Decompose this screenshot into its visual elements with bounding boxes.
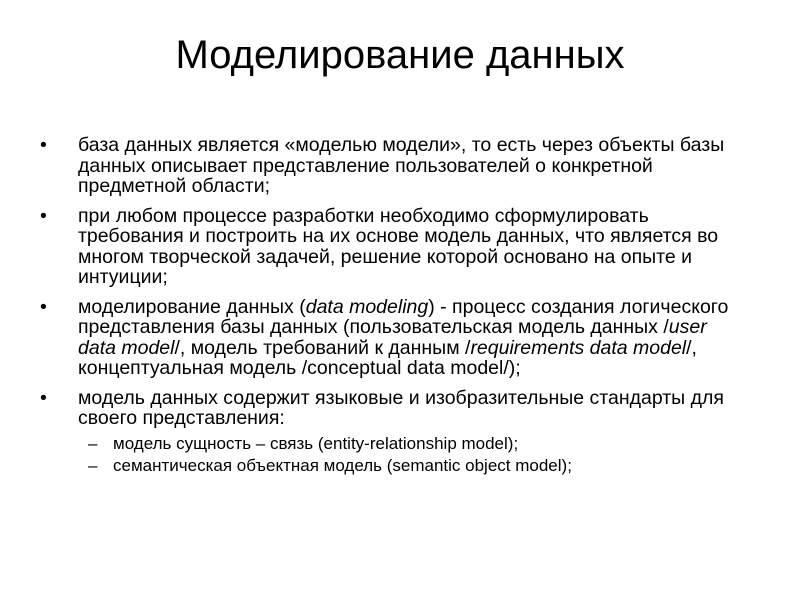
sub-bullet-marker: – bbox=[88, 455, 98, 475]
text-segment: /, концептуальная модель /conceptual data model/); bbox=[78, 336, 697, 379]
text-segment: моделирование данных ( bbox=[78, 295, 306, 318]
term-user-data-model: user data model bbox=[78, 316, 707, 359]
bullet-list bbox=[40, 135, 740, 486]
bullet-text: модель данных содержит языковые и изобразительные стандарты для своего представления: bbox=[78, 386, 724, 429]
term-requirements-data-model: requirements data model bbox=[470, 336, 687, 359]
bullet-text: база данных является «моделью модели», то есть через объекты базы данных описывает представление пользователей о конкретной предметной области; bbox=[78, 134, 725, 197]
bullet-item bbox=[40, 206, 740, 288]
bullet-text: при любом процессе разработки необходимо сформулировать требования и построить на их основе модель данных, что является во многом творческой задачей, решение которой основано на опыте и интуиции; bbox=[78, 204, 719, 288]
sub-bullet-item bbox=[78, 455, 740, 477]
sub-bullet-list bbox=[78, 433, 740, 477]
sub-bullet-text: семантическая объектная модель (semantic object model); bbox=[113, 455, 572, 475]
bullet-marker: • bbox=[40, 295, 47, 318]
sub-bullet-marker: – bbox=[88, 433, 98, 453]
bullet-text bbox=[78, 296, 728, 380]
bullet-item bbox=[40, 297, 740, 379]
text-segment: ) - процесс создания логического представления базы данных (пользовательская модель данных / bbox=[78, 295, 729, 338]
bullet-marker: • bbox=[40, 134, 47, 156]
slide-title: Моделирование данных bbox=[175, 33, 625, 77]
term-data-modeling: data modeling bbox=[305, 295, 429, 318]
text-segment: /, модель требований к данным / bbox=[174, 336, 471, 359]
bullet-marker: • bbox=[40, 386, 47, 409]
sub-bullet-item bbox=[78, 433, 740, 455]
bullet-item bbox=[40, 135, 740, 197]
bullet-item bbox=[40, 388, 740, 477]
bullet-marker: • bbox=[40, 204, 47, 227]
sub-bullet-text: модель сущность – связь (entity-relationship model); bbox=[113, 433, 519, 453]
